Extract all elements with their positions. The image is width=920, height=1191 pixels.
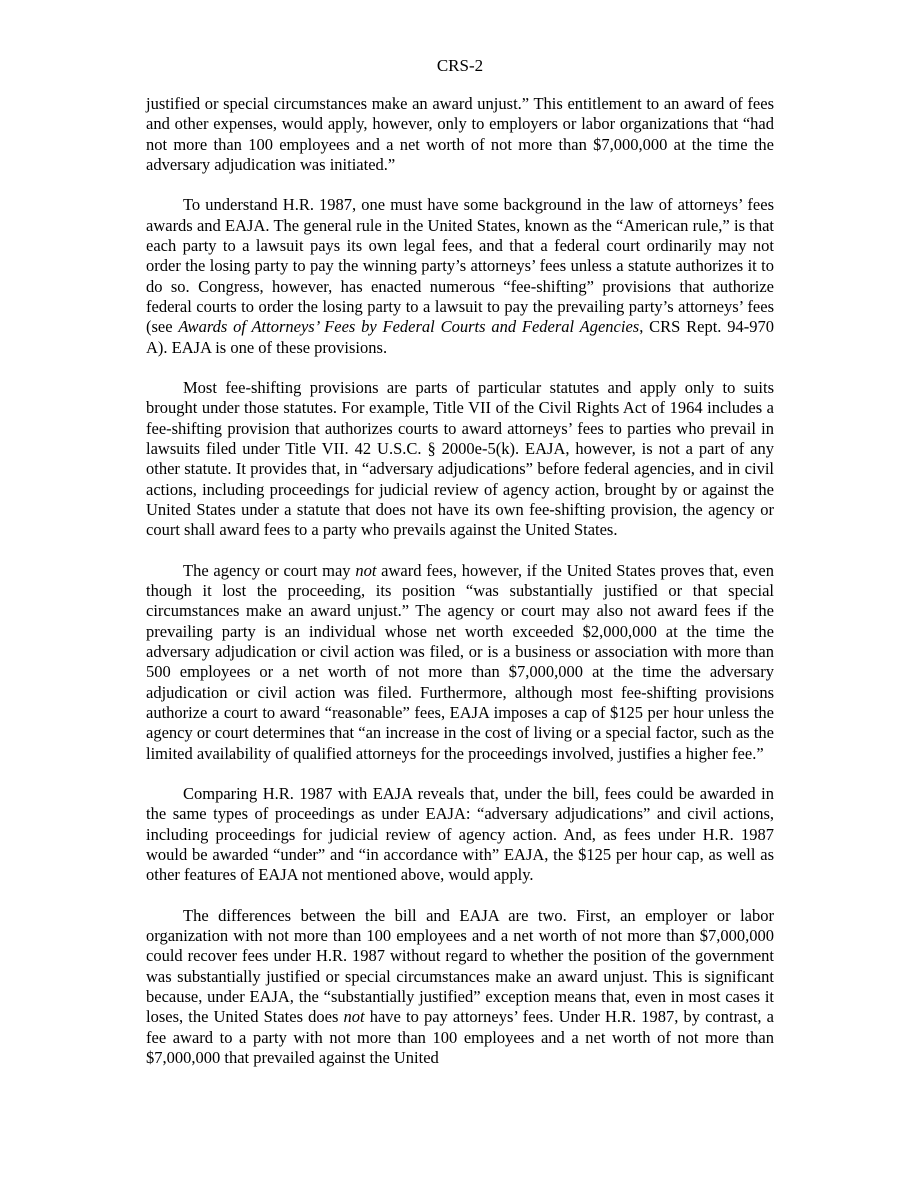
paragraph-text: have to pay attorneys’ fees. Under H.R. 1987, by contrast, a fee award to a party with not more than 100 employees and a net worth of not more than $7,000,000 that prevailed against the United: [146, 1007, 774, 1067]
page-header: [0, 56, 920, 76]
paragraph-text: award fees, however, if the United States proves that, even though it lost the proceeding, its position “was substantially justified or that special circumstances make an award unjust.” The agency or court may also not award fees if the prevailing party is an individual whose net worth exceeded $2,000,000 at the time the adversary adjudication or civil action was filed, or is a business or association with more than 500 employees or a net worth of not more than $7,000,000 at the time the adversary adjudication or civil action was filed. Furthermore, although most fee-shifting provisions authorize a court to award “reasonable” fees, EAJA imposes a cap of $125 per hour unless the agency or court determines that “an increase in the cost of living or a special factor, such as the limited availability of qualified attorneys for the proceedings involved, justifies a higher fee.”: [146, 560, 774, 763]
paragraph-5: [146, 784, 774, 885]
paragraph-2: [146, 195, 774, 357]
paragraph-text: To understand H.R. 1987, one must have some background in the law of attorneys’ fees awards and EAJA. The general rule in the United States, known as the “American rule,” is that each party to a lawsuit pays its own legal fees, and that a federal court ordinarily may not order the losing party to pay the winning party’s attorneys’ fees unless a statute authorizes it to do so. Congress, however, has enacted numerous “fee-shifting” provisions that authorize federal courts to order the losing party to a lawsuit to pay the prevailing party’s attorneys’ fees (see: [146, 195, 774, 337]
paragraph-text: Comparing H.R. 1987 with EAJA reveals that, under the bill, fees could be awarded in the same types of proceedings as under EAJA: “adversary adjudications” and civil actions, including proceedings for judicial review of agency action. And, as fees under H.R. 1987 would be awarded “under” and “in accordance with” EAJA, the $125 per hour cap, as well as other features of EAJA not mentioned above, would apply.: [146, 784, 774, 885]
paragraph-text: justified or special circumstances make an award unjust.” This entitlement to an award of fees and other expenses, would apply, however, only to employers or labor organizations that “had not more than 100 employees and a net worth of not more than $7,000,000 at the time the adversary adjudication was initiated.”: [146, 94, 774, 174]
report-title-citation: Awards of Attorneys’ Fees by Federal Courts and Federal Agencies: [178, 317, 640, 337]
paragraph-4: [146, 561, 774, 764]
paragraph-text: The differences between the bill and EAJA are two. First, an employer or labor organization with not more than 100 employees and a net worth of not more than $7,000,000 could recover fees under H.R. 1987 without regard to whether the position of the government was substantially justified or special circumstances make an award unjust. This is significant because, under EAJA, the “substantially justified” exception means that, even in most cases it loses, the United States does: [146, 905, 774, 1027]
paragraph-text: The agency or court may: [183, 560, 356, 580]
emphasis-not: not: [355, 560, 377, 580]
paragraph-text: , CRS Rept. 94-970 A). EAJA is one of these provisions.: [146, 317, 774, 357]
paragraph-3: [146, 378, 774, 540]
paragraph-6: [146, 906, 774, 1068]
paragraph-text: Most fee-shifting provisions are parts of particular statutes and apply only to suits brought under those statutes. For example, Title VII of the Civil Rights Act of 1964 includes a fee-shifting provision that authorizes courts to award attorneys’ fees to parties who prevail in lawsuits filed under Title VII. 42 U.S.C. § 2000e-5(k). EAJA, however, is not a part of any other statute. It provides that, in “adversary adjudications” before federal agencies, and in civil actions, including proceedings for judicial review of agency action, brought by or against the United States under a statute that does not have its own fee-shifting provision, the agency or court shall award fees to a party who prevails against the United States.: [146, 378, 774, 540]
paragraph-1: [146, 94, 774, 175]
document-body: [146, 94, 774, 1068]
emphasis-not: not: [343, 1007, 365, 1027]
page-label: CRS-2: [436, 56, 484, 75]
